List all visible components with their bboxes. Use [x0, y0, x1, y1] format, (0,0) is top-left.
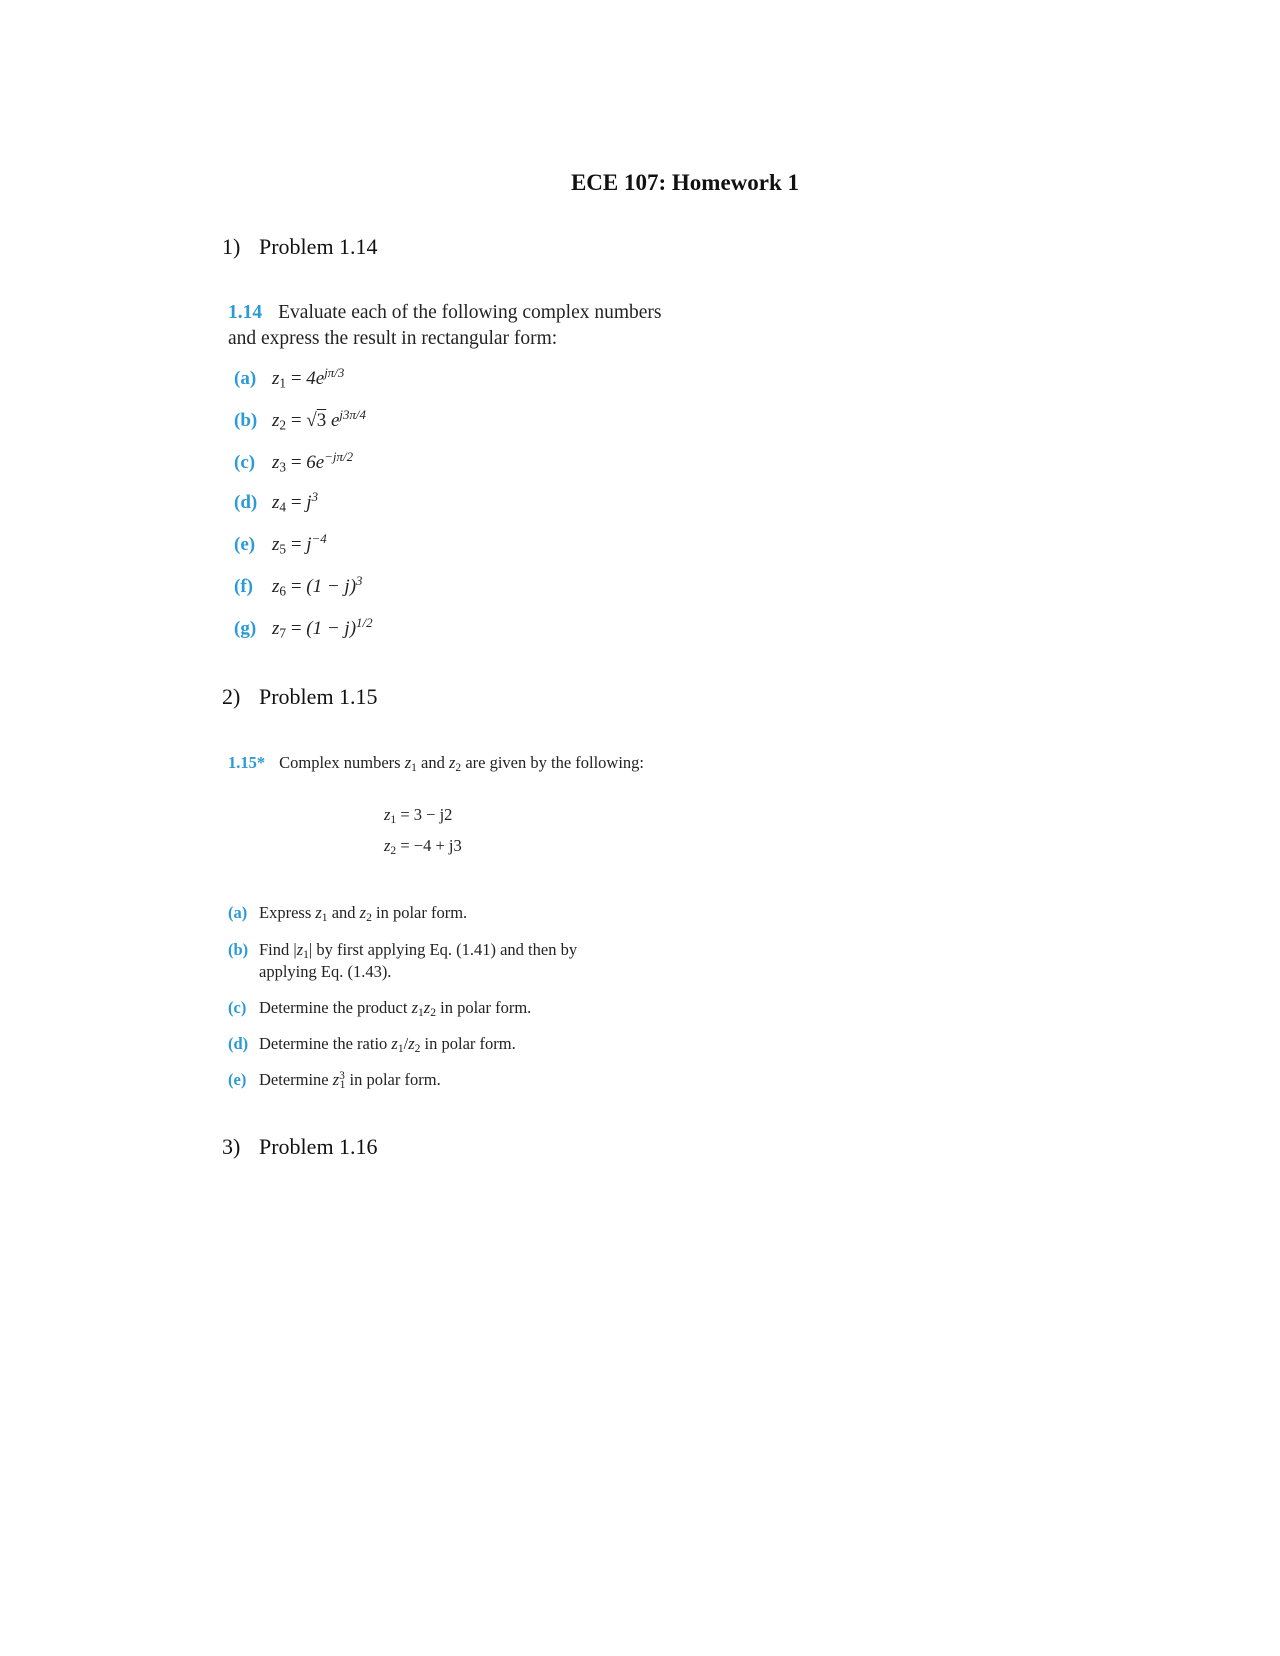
part-2d: (d) Determine the ratio $z_1/z_2$ in polar form.	[228, 1034, 516, 1055]
part-2a: (a) Express $z_1$ and $z_2$ in polar form.	[228, 903, 468, 924]
problem-1-14-intro	[228, 300, 718, 352]
part-label: (d)	[228, 1034, 249, 1053]
part-label: (b)	[234, 410, 258, 431]
part-g: (g) $z_7 = (1 - j)^{1/2}$	[234, 614, 373, 641]
intro-line: and express the result in rectangular form:	[228, 328, 558, 349]
part-label: (b)	[228, 940, 249, 959]
equation-z2: $z_2 = -4 + j3$	[384, 836, 462, 857]
part-a: (a) $z_1 = 4e^{j\pi/3}$	[234, 364, 345, 391]
problem-heading-2	[222, 684, 378, 710]
problem-heading-1	[222, 234, 378, 260]
problem-title: Problem 1.15	[259, 684, 378, 709]
part-2c: (c) Determine the product $z_1z_2$ in polar form.	[228, 998, 532, 1019]
problem-index: 1)	[222, 234, 241, 259]
problem-index: 2)	[222, 684, 241, 709]
page-title: ECE 107: Homework 1	[570, 170, 800, 195]
problem-title: Problem 1.16	[259, 1134, 378, 1159]
part-label: (g)	[234, 618, 257, 639]
part-label: (d)	[234, 492, 258, 513]
part-label: (c)	[234, 452, 256, 473]
problem-1-15-intro: 1.15* Complex numbers $z_1$ and $z_2$ are given by the following:	[228, 753, 645, 774]
part-b: (b) $z_2 = √3$ $e^{j3\pi/4}$	[234, 406, 366, 433]
part-2b: (b) Find $|z_1|$ by first applying Eq. (1.41) and then by applying Eq. (1.43).	[228, 940, 578, 981]
part-label: (e)	[234, 534, 256, 555]
problem-number: 1.15*	[228, 753, 266, 772]
part-e: (e) $z_5 = j^{-4}$	[234, 530, 327, 557]
intro-line: Evaluate each of the following complex numbers	[278, 302, 662, 323]
problem-index: 3)	[222, 1134, 241, 1159]
problem-number: 1.14	[228, 302, 263, 323]
part-c: (c) $z_3 = 6e^{-j\pi/2}$	[234, 448, 354, 475]
part-f: (f) $z_6 = (1 - j)^3$	[234, 572, 363, 599]
part-label: (a)	[234, 368, 257, 389]
part-label: (c)	[228, 998, 247, 1017]
part-label: (f)	[234, 576, 253, 597]
problem-heading-3	[222, 1134, 378, 1160]
equation-z1: $z_1 = 3 - j2$	[384, 805, 453, 826]
problem-title: Problem 1.14	[259, 234, 378, 259]
part-label: (e)	[228, 1070, 247, 1089]
part-label: (a)	[228, 903, 248, 922]
part-2e: (e) Determine $z^3_1$ in polar form.	[228, 1069, 441, 1091]
part-d: (d) $z_4 = j^3$	[234, 488, 319, 515]
